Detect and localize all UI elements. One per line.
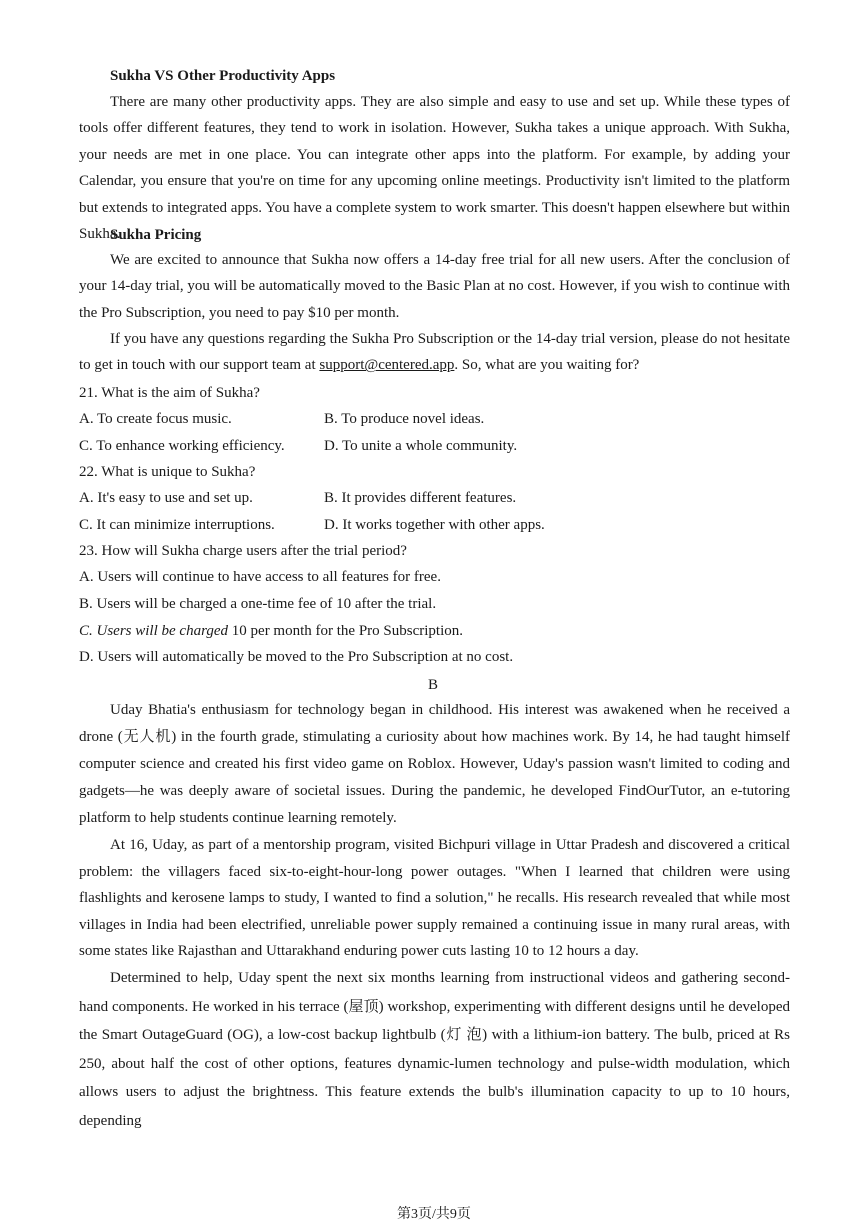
pricing-text-after: . So, what are you waiting for? <box>454 357 640 374</box>
question-21-option-b: B. To produce novel ideas. <box>324 411 485 427</box>
question-21-option-c: C. To enhance working efficiency. <box>79 438 285 454</box>
comparison-heading: Sukha VS Other Productivity Apps <box>110 68 336 84</box>
question-21-stem: 21. What is the aim of Sukha? <box>79 385 260 401</box>
question-23-stem: 23. How will Sukha charge users after the trial period? <box>79 543 407 559</box>
question-23-option-d: D. Users will automatically be moved to the Pro Subscription at no cost. <box>79 649 514 665</box>
question-22-option-c: C. It can minimize interruptions. <box>79 517 275 533</box>
question-23-option-c-italic: C. Users will be charged <box>79 623 229 639</box>
passage-b-paragraph-3: Determined to help, Uday spent the next six months learning from instructional videos and gathering second-hand components. He worked in his terrace (屋顶) workshop, experimenting with different designs until he developed the Smart OutageGuard (OG), a low-cost backup lightbulb (灯 泡) with a lithium-ion battery. The bulb, priced at Rs 250, about half the cost of other options, features dynamic-lumen technology and pulse-width modulation, which allows users to adjust the brightness. This feature extends the bulb's illumination capacity to up to 10 hours, depending <box>79 970 790 1129</box>
question-21-option-d: D. To unite a whole community. <box>324 438 518 454</box>
question-21-option-a: A. To create focus music. <box>79 411 232 427</box>
page-number-footer: 第3页/共9页 <box>397 1207 471 1222</box>
section-b-letter: B <box>428 677 439 693</box>
pricing-paragraph-2 <box>79 326 790 379</box>
passage-b-paragraph-2: At 16, Uday, as part of a mentorship program, visited Bichpuri village in Uttar Pradesh and discovered a critical problem: the villagers faced six-to-eight-hour-long power outages. "When I learned that children were using flashlights and kerosene lamps to study, I wanted to find a solution," he recalls. His research revealed that while most villages in India had been electrified, unreliable power supply remained a continuing issue in many rural areas, with some states like Rajasthan and Uttarakhand enduring power cuts lasting 10 to 12 hours a day. <box>79 837 790 960</box>
question-23-option-c <box>79 621 463 641</box>
question-23-option-a: A. Users will continue to have access to all features for free. <box>79 569 441 585</box>
pricing-paragraph-1: We are excited to announce that Sukha now offers a 14-day free trial for all new users. After the conclusion of your 14-day trial, you will be automatically moved to the Basic Plan at no cost. However, if you wish to continue with the Pro Subscription, you need to pay $10 per month. <box>79 252 790 321</box>
question-23-option-c-rest: 10 per month for the Pro Subscription. <box>228 623 464 639</box>
question-22-option-a: A. It's easy to use and set up. <box>79 490 253 506</box>
comparison-paragraph: There are many other productivity apps. They are also simple and easy to use and set up. While these types of tools offer different features, they tend to work in isolation. However, Sukha takes a unique approach. With Sukha, your needs are met in one place. You can integrate other apps into the platform. For example, by adding your Calendar, you ensure that you're on time for any upcoming online meetings. Productivity isn't limited to the platform but extends to integrated apps. You have a complete system to work smarter. This doesn't happen elsewhere but within Sukha. <box>79 94 790 243</box>
question-22-stem: 22. What is unique to Sukha? <box>79 464 256 480</box>
support-email-link[interactable]: support@centered.app <box>319 357 455 374</box>
question-22-option-d: D. It works together with other apps. <box>324 517 545 533</box>
passage-b-paragraph-1: Uday Bhatia's enthusiasm for technology began in childhood. His interest was awakened when he received a drone (无人机) in the fourth grade, stimulating a curiosity about how machines work. By 14, he had taught himself computer science and created his first video game on Roblox. However, Uday's passion wasn't limited to coding and gadgets—he was deeply aware of societal issues. During the pandemic, he developed FindOurTutor, an e-tutoring platform to help students continue learning remotely. <box>79 702 790 826</box>
question-22-option-b: B. It provides different features. <box>324 490 517 506</box>
pricing-heading: Sukha Pricing <box>110 227 202 243</box>
pricing-text-before: If you have any questions regarding the Sukha Pro Subscription or the 14-day trial version, please do not hesitate to get in touch with our support team at <box>79 331 790 374</box>
question-23-option-b: B. Users will be charged a one-time fee of 10 after the trial. <box>79 596 437 612</box>
